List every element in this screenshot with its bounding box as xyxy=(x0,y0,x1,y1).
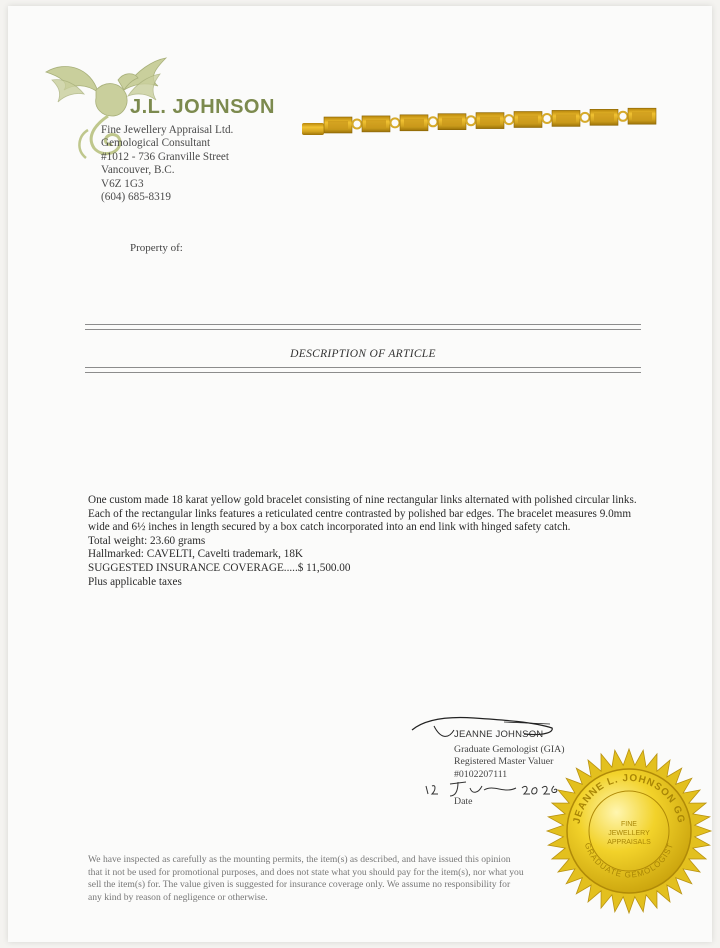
signature xyxy=(404,708,564,748)
bracelet-circle-link xyxy=(505,115,514,124)
divider-line xyxy=(85,372,641,373)
appraiser-name: JEANNE JOHNSON xyxy=(454,729,544,740)
address-line: #1012 - 736 Granville Street xyxy=(101,150,230,163)
disclaimer-line: that it not be used for promotional purposes, and does not state what you should pay for the item(s), nor what you xyxy=(88,866,524,878)
address-line: Gemological Consultant xyxy=(101,137,211,150)
address-line: V6Z 1G3 xyxy=(101,177,144,190)
gold-seal-icon xyxy=(544,746,714,916)
bracelet-clasp xyxy=(302,123,324,135)
bracelet-reticulated-centre xyxy=(518,116,538,124)
disclaimer-line: any kind by reason of negligence or otherwise. xyxy=(88,891,268,903)
bracelet-reticulated-centre xyxy=(366,120,386,128)
svg-text:FINE: FINE xyxy=(621,821,637,828)
bracelet-reticulated-centre xyxy=(480,117,500,125)
bracelet-reticulated-centre xyxy=(442,118,462,126)
bracelet-circle-link xyxy=(467,116,476,125)
disclaimer xyxy=(88,854,588,904)
divider-line xyxy=(85,329,641,330)
bracelet-circle-link xyxy=(581,113,590,122)
bracelet-reticulated-centre xyxy=(632,112,652,120)
taxes-note: Plus applicable taxes xyxy=(88,575,182,588)
hallmark: Hallmarked: CAVELTI, Cavelti trademark, 18K xyxy=(88,548,303,561)
credential-line: Registered Master Valuer xyxy=(454,756,554,768)
bracelet-photo xyxy=(298,99,668,143)
appraisal-document xyxy=(8,6,712,942)
property-of-label: Property of: xyxy=(130,242,183,254)
handwritten-date xyxy=(424,778,564,800)
svg-text:GRADUATE GEMOLOGIST: GRADUATE GEMOLOGIST xyxy=(582,841,676,880)
bracelet-reticulated-centre xyxy=(404,119,424,127)
company-address xyxy=(101,124,233,204)
credential-line: #0102207111 xyxy=(454,768,508,780)
bracelet-circle-link xyxy=(543,114,552,123)
svg-text:APPRAISALS: APPRAISALS xyxy=(607,839,651,846)
credential-line: Graduate Gemologist (GIA) xyxy=(454,744,565,755)
company-name: J.L. JOHNSON xyxy=(130,96,275,118)
description-paragraph: One custom made 18 karat yellow gold bracelet consisting of nine rectangular links alternated with polished circular links. Each of the rectangular links features a reticulated centre contrasted by polished bar edges. The bracelet measures 9.0mm wide and 6½ inches in length secured by a box catch incorporated into an end link with hinged safety catch. xyxy=(88,494,637,534)
svg-text:JEANNE L. JOHNSON GG: JEANNE L. JOHNSON GG xyxy=(571,772,687,825)
article-description xyxy=(88,494,653,589)
bracelet-circle-link xyxy=(429,117,438,126)
section-title: DESCRIPTION OF ARTICLE xyxy=(290,348,436,360)
svg-text:JEWELLERY: JEWELLERY xyxy=(608,830,650,837)
bracelet-reticulated-centre xyxy=(594,113,614,121)
address-line: Vancouver, B.C. xyxy=(101,164,175,177)
bracelet-circle-link xyxy=(391,118,400,127)
bracelet-reticulated-centre xyxy=(328,121,348,129)
insurance-value: SUGGESTED INSURANCE COVERAGE.....$ 11,500.00 xyxy=(88,561,351,574)
disclaimer-line: We have inspected as carefully as the mounting permits, the item(s) as described, and have issued this opinion xyxy=(88,854,511,865)
address-line: (604) 685-8319 xyxy=(101,191,171,204)
divider-line xyxy=(85,324,641,325)
bracelet-circle-link xyxy=(353,120,362,129)
date-label: Date xyxy=(454,796,473,807)
total-weight: Total weight: 23.60 grams xyxy=(88,534,206,547)
disclaimer-line: sell the item(s) for. The value given is suggested for insurance coverage only. We assume no responsibility for xyxy=(88,879,511,890)
address-line: Fine Jewellery Appraisal Ltd. xyxy=(101,124,234,136)
divider-line xyxy=(85,367,641,368)
bracelet-reticulated-centre xyxy=(556,114,576,122)
bracelet-circle-link xyxy=(619,112,628,121)
